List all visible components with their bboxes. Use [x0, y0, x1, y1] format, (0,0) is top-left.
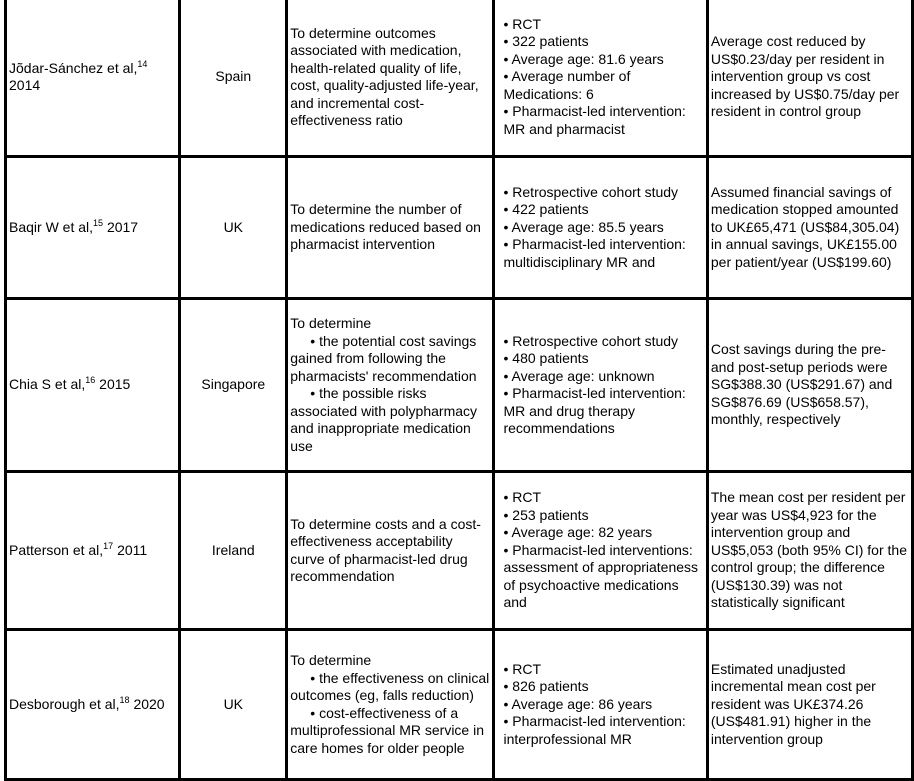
objective-bullet-text: the possible risks associated with polypharmacy and inappropriate medication use: [290, 385, 478, 454]
bullet-icon: •: [503, 201, 513, 218]
design-bullet: [503, 385, 703, 438]
study-year: 2017: [106, 218, 139, 235]
study-cell: [6, 157, 180, 299]
design-bullet-text: Average age: 85.5 years: [511, 218, 664, 235]
design-bullet: [503, 713, 703, 748]
study-year: 2014: [9, 77, 41, 93]
design-bullet-text: RCT: [512, 15, 542, 32]
design-cell: [494, 299, 707, 472]
table-row: [6, 0, 913, 157]
bullet-icon: •: [503, 350, 513, 366]
country-cell: Singapore: [180, 299, 287, 472]
design-bullet-text: Average number of Medications: 6: [503, 68, 631, 102]
design-bullet-text: Pharmacist-led intervention: MR and drug therapy recommendations: [503, 385, 686, 436]
study-author: Chia S et al,: [9, 376, 86, 393]
objective-bullet: [290, 705, 490, 758]
design-bullet-text: 422 patients: [512, 201, 589, 218]
bullet-icon: •: [503, 367, 512, 384]
study-author: Baqir W et al,: [9, 218, 94, 235]
design-bullet: [503, 350, 703, 368]
result-cell: The mean cost per resident per year was US$4,923 for the intervention group and US$5,053 (both 95% CI) for the control group; the difference (US$130.39) was not statistically significant: [707, 472, 912, 630]
design-bullet-text: Average age: 82 years: [511, 524, 653, 541]
design-bullet: [503, 33, 703, 51]
result-cell: Cost savings during the pre- and post-setup periods were SG$388.30 (US$291.67) and SG$876.69 (US$658.57), monthly, respectively: [707, 299, 912, 472]
design-bullet: [503, 661, 703, 679]
bullet-icon: •: [503, 506, 513, 523]
objective-bullet: [290, 385, 490, 455]
country-cell: UK: [180, 157, 287, 299]
design-bullet: [503, 678, 703, 696]
country-cell: UK: [180, 630, 287, 780]
bullet-icon: •: [503, 541, 513, 558]
design-bullet: [503, 201, 703, 219]
design-bullet-text: 322 patients: [512, 33, 589, 50]
bullet-icon: •: [503, 218, 512, 235]
design-bullet-text: Average age: 81.6 years: [511, 50, 664, 67]
reference-number: 18: [119, 694, 130, 705]
bullet-icon: •: [310, 332, 320, 349]
design-bullet: [503, 524, 703, 542]
design-bullet-text: Retrospective cohort study: [512, 183, 679, 200]
bullet-icon: •: [503, 489, 513, 506]
design-bullet: [503, 333, 703, 351]
bullet-icon: •: [310, 385, 320, 401]
objective-text: To determine: [290, 652, 372, 668]
objective-cell: [287, 472, 494, 630]
table-row: [6, 630, 913, 780]
study-year: 2011: [117, 541, 148, 558]
country-cell: Ireland: [180, 472, 287, 630]
result-cell: Assumed financial savings of medication stopped amounted to UK£65,471 (US$84,305.04) in annual savings, UK£155.00 per patient/year (US$199.60): [707, 157, 912, 299]
design-cell: [494, 157, 707, 299]
design-bullet-text: 253 patients: [512, 506, 589, 523]
objective-cell: [287, 630, 494, 780]
bullet-icon: •: [503, 713, 513, 730]
objective-text: To determine the number of medications reduced based on pharmacist intervention: [290, 201, 481, 253]
reference-number: 17: [103, 540, 114, 551]
design-bullet-text: Pharmacist-led intervention: MR and pharmacist: [503, 103, 686, 137]
design-bullet: [503, 219, 703, 237]
study-cell: [6, 299, 180, 472]
objective-cell: [287, 299, 494, 472]
design-bullet: [503, 368, 703, 386]
objective-bullet-text: cost-effectiveness of a multiprofessional MR service in care homes for older people: [290, 704, 484, 756]
design-bullet: [503, 16, 703, 34]
bullet-icon: •: [310, 669, 320, 686]
result-cell: Average cost reduced by US$0.23/day per resident in intervention group vs cost increased by US$0.75/day per resident in control group: [707, 0, 912, 157]
studies-table: [4, 0, 914, 781]
table-row: [6, 299, 913, 472]
study-cell: [6, 0, 180, 157]
design-bullet-text: Retrospective cohort study: [512, 332, 679, 349]
design-bullet: [503, 696, 703, 714]
bullet-icon: •: [503, 524, 512, 541]
bullet-icon: •: [503, 236, 513, 253]
design-bullet-text: Pharmacist-led intervention: interprofessional MR: [503, 713, 686, 747]
study-author: Jõdar-Sánchez et al,: [9, 59, 138, 76]
reference-number: 15: [93, 217, 104, 228]
reference-number: 14: [137, 58, 148, 69]
design-cell: [494, 0, 707, 157]
studies-table-body: [6, 0, 913, 780]
design-bullet-text: Average age: unknown: [511, 367, 655, 384]
country-cell: Spain: [180, 0, 287, 157]
design-bullet: [503, 184, 703, 202]
bullet-icon: •: [503, 332, 513, 349]
objective-text: To determine outcomes associated with medication, health-related quality of life, cost, quality-adjusted life-year, and incremental cost-effectiveness ratio: [290, 24, 479, 128]
study-year: 2020: [133, 695, 165, 712]
objective-text: To determine: [290, 315, 372, 331]
objective-bullet: [290, 670, 490, 705]
study-cell: [6, 472, 180, 630]
design-bullet: [503, 68, 703, 103]
bullet-icon: •: [503, 385, 513, 401]
design-bullet-text: RCT: [512, 660, 542, 677]
design-bullet-text: Pharmacist-led interventions: assessment of appropriateness of psychoactive medications and: [503, 541, 699, 611]
bullet-icon: •: [503, 660, 513, 677]
design-cell: [494, 472, 707, 630]
bullet-icon: •: [503, 678, 513, 695]
design-bullet: [503, 103, 703, 138]
result-cell: Estimated unadjusted incremental mean cost per resident was UK£374.26 (US$481.91) higher in the intervention group: [707, 630, 912, 780]
objective-bullet: [290, 333, 490, 386]
design-bullet-text: 826 patients: [512, 678, 589, 695]
design-bullet-text: Average age: 86 years: [511, 695, 653, 712]
bullet-icon: •: [310, 704, 320, 721]
bullet-icon: •: [503, 695, 512, 712]
design-bullet: [503, 507, 703, 525]
study-author: Patterson et al,: [9, 541, 104, 558]
objective-cell: [287, 157, 494, 299]
bullet-icon: •: [503, 183, 513, 200]
design-bullet: [503, 542, 703, 612]
design-bullet-text: 480 patients: [512, 350, 589, 366]
design-bullet: [503, 51, 703, 69]
bullet-icon: •: [503, 50, 512, 67]
bullet-icon: •: [503, 68, 512, 85]
design-bullet: [503, 236, 703, 271]
design-cell: [494, 630, 707, 780]
design-bullet: [503, 489, 703, 507]
reference-number: 16: [85, 375, 96, 386]
table-row: [6, 157, 913, 299]
bullet-icon: •: [503, 103, 513, 120]
design-bullet-text: Pharmacist-led intervention: multidisciplinary MR and: [503, 236, 686, 270]
objective-cell: [287, 0, 494, 157]
objective-bullet-text: the potential cost savings gained from following the pharmacists' recommendation: [290, 332, 477, 384]
objective-bullet-text: the effectiveness on clinical outcomes (eg, falls reduction): [290, 669, 490, 703]
study-year: 2015: [99, 376, 131, 393]
design-bullet-text: RCT: [512, 489, 542, 506]
table-row: [6, 472, 913, 630]
bullet-icon: •: [503, 33, 513, 50]
bullet-icon: •: [503, 15, 513, 32]
study-cell: [6, 630, 180, 780]
objective-text: To determine costs and a cost-effectiveness acceptability curve of pharmacist-led drug recommendation: [290, 515, 481, 584]
study-author: Desborough et al,: [9, 695, 120, 712]
